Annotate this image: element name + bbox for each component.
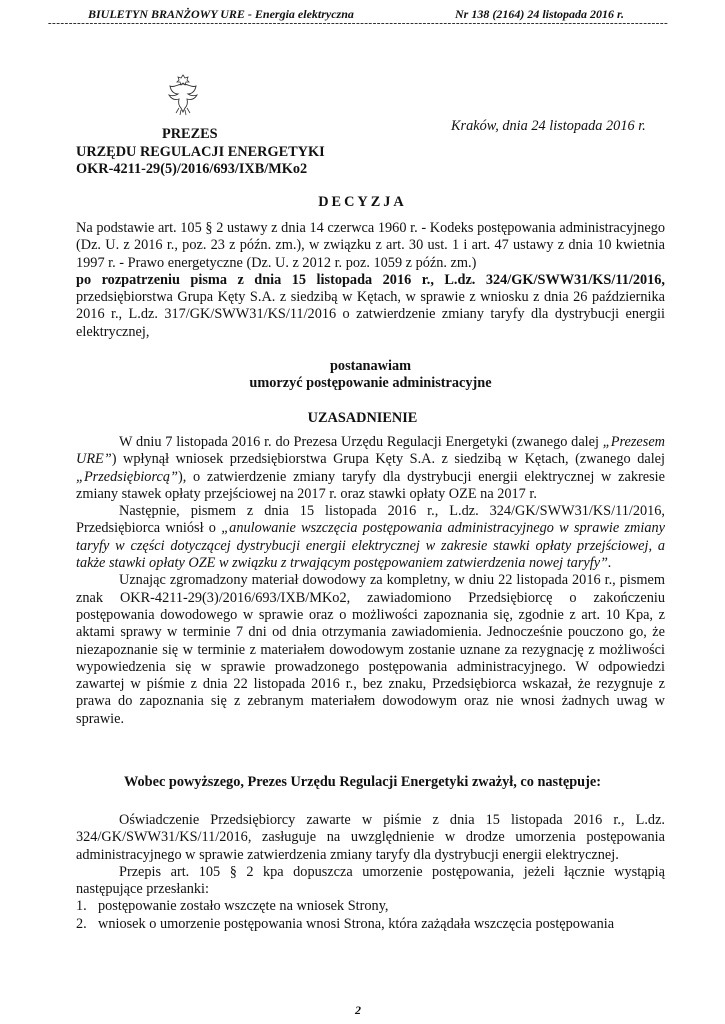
considered-letter-bold: po rozpatrzeniu pisma z dnia 15 listopada 2016 r., L.dz. 324/GK/SWW31/KS/11/2016,	[76, 271, 665, 288]
justification-paragraph-1	[76, 434, 665, 503]
eagle-emblem-icon	[166, 72, 200, 117]
decision-content: umorzyć postępowanie administracyjne	[249, 375, 492, 392]
list-item-number: 2.	[76, 915, 87, 932]
text-fragment: Następnie, pismem z dnia 15 listopada 2016 r., L.dz. 324/GK/SWW31/KS/11/2016, Przedsiębiorca wniósł o	[76, 503, 665, 537]
decision-statement	[76, 358, 665, 393]
header-divider: -----------------------------------------------------------------------------------------------------------------------------------------------------	[48, 18, 669, 28]
justification-body	[76, 434, 665, 728]
defined-term: „Przedsiębiorcą”	[76, 468, 178, 485]
justification-paragraph-2	[76, 503, 665, 572]
considerations-paragraph-1: Oświadczenie Przedsiębiorcy zawarte w piśmie z dnia 15 listopada 2016 r., L.dz. 324/GK/SWW31/KS/11/2016, zasługuje na uwzględnienie w drodze umorzenia postępowania administracyjnego w sprawie zatwierdzenia zmiany taryfy dla dystrybucji energii elektrycznej.	[76, 812, 665, 863]
justification-heading: UZASADNIENIE	[307, 410, 418, 426]
page-number: 2	[355, 1003, 361, 1017]
list-item	[76, 898, 665, 915]
considered-letter-rest: przedsiębiorstwa Grupa Kęty S.A. z siedzibą w Kętach, w sprawie z wniosku z dnia 26 października 2016 r., L.dz. 317/GK/SWW31/KS/11/2016 o zatwierdzenie zmiany taryfy dla dystrybucji energii elektrycznej,	[76, 289, 665, 340]
issuing-authority	[76, 126, 325, 179]
case-reference: OKR-4211-29(5)/2016/693/IXB/MKo2	[76, 161, 308, 177]
place-and-date: Kraków, dnia 24 listopada 2016 r.	[451, 118, 646, 134]
text-fragment: W dniu 7 listopada 2016 r. do Prezesa Urzędu Regulacji Energetyki (zwanego dalej	[119, 434, 603, 450]
text-fragment: ) wpłynął wniosek przedsiębiorstwa Grupa Kęty S.A. z siedzibą w Kętach, (zwanego dalej	[111, 451, 665, 468]
list-item-number: 1.	[76, 898, 87, 915]
quoted-request: „anulowanie wszczęcia postępowania administracyjnego w sprawie zmiany taryfy w części dotyczącej dystrybucji energii elektrycznej w zakresie stawki opłaty przejściowej, a także stawki opłaty OZE w związku z trwającym postępowaniem zatwierdzenia nowej taryfy”.	[76, 520, 665, 572]
bulletin-issue: Nr 138 (2164) 24 listopada 2016 r.	[455, 7, 625, 21]
legal-basis	[76, 220, 665, 341]
list-item-text: postępowanie zostało wszczęte na wniosek Strony,	[98, 898, 389, 915]
text-fragment: ), o zatwierdzenie zmiany taryfy dla dystrybucji energii elektrycznej w zakresie zmiany stawek opłaty przejściowej na 2017 r. oraz stawki opłaty OZE na 2017 r.	[76, 468, 665, 502]
considered-letter	[76, 272, 665, 341]
justification-paragraph-3: Uznając zgromadzony materiał dowodowy za kompletny, w dniu 22 listopada 2016 r., pismem znak OKR-4211-29(3)/2016/693/IXB/MKo2, zawiadomiono Przedsiębiorcę o zakończeniu postępowania dowodowego w sprawie oraz o możliwości zapoznania się, zgodnie z art. 10 Kpa, z aktami sprawy w terminie 7 dni od dnia otrzymania zawiadomienia. Jednocześnie pouczono go, że niezapoznanie się w terminie z materiałem dowodowym zostanie uznane za rezygnację z możliwości wypowiedzenia się w sprawie prowadzonego postępowania administracyjnego. W odpowiedzi zawartej w piśmie z dnia 22 listopada 2016 r., bez znaku, Przedsiębiorca wskazał, że rezygnuje z prawa do zapoznania się z zebranym materiałem dowodowym oraz nie wnosi żadnych uwag w sprawie.	[76, 572, 665, 727]
considerations-body	[76, 812, 665, 933]
defined-term: „Prezesem URE”	[76, 434, 665, 468]
bulletin-title: BIULETYN BRANŻOWY URE - Energia elektryczna	[88, 7, 354, 21]
document-title: DECYZJA	[318, 194, 407, 210]
page-header	[0, 0, 725, 30]
considerations-paragraph-2: Przepis art. 105 § 2 kpa dopuszcza umorzenie postępowania, jeżeli łącznie wystąpią następujące przesłanki:	[76, 863, 665, 898]
authority-title: PREZES	[162, 126, 218, 142]
list-item-text: wniosek o umorzenie postępowania wnosi Strona, która zażądała wszczęcia postępowania	[98, 915, 615, 932]
considerations-heading: Wobec powyższego, Prezes Urzędu Regulacji Energetyki zważył, co następuje:	[124, 774, 601, 790]
list-item	[76, 916, 665, 933]
authority-office: URZĘDU REGULACJI ENERGETYKI	[76, 143, 325, 160]
legal-basis-text: Na podstawie art. 105 § 2 ustawy z dnia 14 czerwca 1960 r. - Kodeks postępowania administracyjnego (Dz. U. z 2016 r., poz. 23 z późn. zm.), w związku z art. 30 ust. 1 i art. 47 ustawy z dnia 10 kwietnia 1997 r. - Prawo energetyczne (Dz. U. z 2012 r. poz. 1059 z późn. zm.)	[76, 220, 665, 271]
decision-verb: postanawiam	[329, 358, 412, 374]
